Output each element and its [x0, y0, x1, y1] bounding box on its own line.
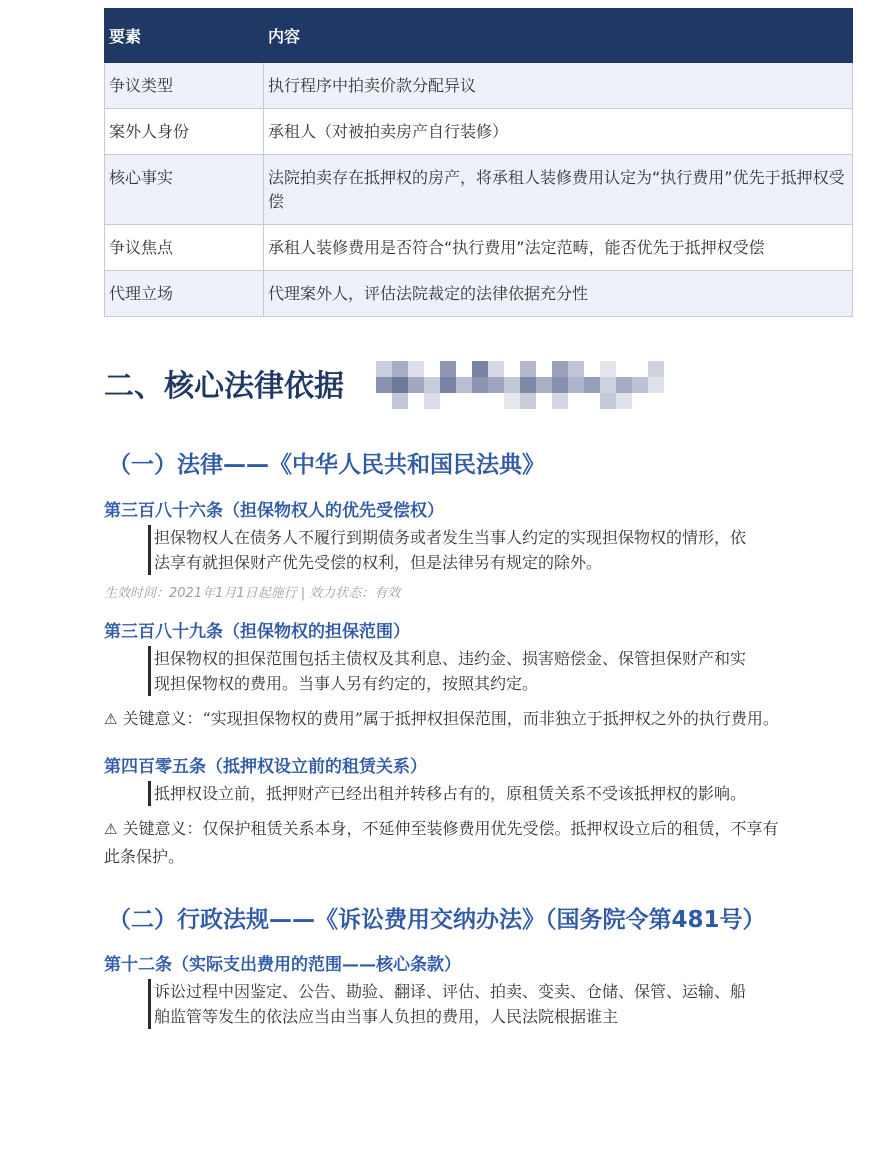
table-cell-value: 代理案外人，评估法院裁定的法律依据充分性 — [264, 271, 853, 317]
table-cell-value: 法院拍卖存在抵押权的房产，将承租人装修费用认定为“执行费用”优先于抵押权受偿 — [264, 155, 853, 225]
table-row — [105, 271, 853, 317]
table-cell-key: 争议焦点 — [105, 225, 264, 271]
key-significance-note — [104, 705, 784, 733]
table-row — [105, 225, 853, 271]
table-cell-value: 执行程序中拍卖价款分配异议 — [264, 63, 853, 109]
article-389 — [104, 620, 852, 733]
case-summary-table — [104, 8, 853, 317]
table-cell-key: 核心事实 — [105, 155, 264, 225]
section-title: 二、核心法律依据 — [104, 369, 344, 404]
article-quote: 担保物权的担保范围包括主债权及其利息、违约金、损害赔偿金、保管担保财产和实现担保物权的费用。当事人另有约定的，按照其约定。 — [148, 646, 754, 696]
table-cell-key: 争议类型 — [105, 63, 264, 109]
table-cell-value: 承租人装修费用是否符合“执行费用”法定范畴，能否优先于抵押权受偿 — [264, 225, 853, 271]
article-title: 第四百零五条（抵押权设立前的租赁关系） — [104, 757, 427, 777]
article-title: 第三百八十九条（担保物权的担保范围） — [104, 622, 410, 642]
article-405 — [104, 755, 852, 871]
key-significance-note — [104, 815, 784, 871]
table-header-row — [105, 9, 853, 63]
article-title: 第三百八十六条（担保物权人的优先受偿权） — [104, 501, 444, 521]
section-heading-row — [104, 359, 852, 415]
article-quote: 担保物权人在债务人不履行到期债务或者发生当事人约定的实现担保物权的情形，依法享有就担保财产优先受偿的权利，但是法律另有规定的除外。 — [148, 525, 754, 575]
table-cell-key: 案外人身份 — [105, 109, 264, 155]
warning-icon: ⚠ — [104, 820, 118, 838]
article-quote: 抵押权设立前，抵押财产已经出租并转移占有的，原租赁关系不受该抵押权的影响。 — [148, 781, 754, 806]
table-row — [105, 63, 853, 109]
warning-icon: ⚠ — [104, 710, 118, 728]
table-cell-key: 代理立场 — [105, 271, 264, 317]
table-header-cell: 内容 — [264, 9, 853, 63]
table-row — [105, 155, 853, 225]
table-cell-value: 承租人（对被拍卖房产自行装修） — [264, 109, 853, 155]
table-row — [105, 109, 853, 155]
article-quote: 诉讼过程中因鉴定、公告、勘验、翻译、评估、拍卖、变卖、仓储、保管、运输、船舶监管等发生的依法应当由当事人负担的费用，人民法院根据谁主 — [148, 979, 754, 1029]
document-page — [104, 8, 852, 1029]
article-meta: 生效时间：2021年1月1日起施行 | 效力状态：有效 — [104, 586, 401, 601]
table-header-cell: 要素 — [105, 9, 264, 63]
subsection-title-civil-code: （一）法律——《中华人民共和国民法典》 — [108, 452, 545, 478]
note-text: 关键意义：“实现担保物权的费用”属于抵押权担保范围，而非独立于抵押权之外的执行费用。 — [122, 709, 779, 728]
redacted-pixelated-area — [376, 361, 672, 411]
note-text: 关键意义：仅保护租赁关系本身，不延伸至装修费用优先受偿。抵押权设立后的租赁，不享有此条保护。 — [104, 819, 779, 866]
subsection-title-litigation-fees: （二）行政法规——《诉讼费用交纳办法》（国务院令第481号） — [108, 907, 766, 933]
article-title: 第十二条（实际支出费用的范围——核心条款） — [104, 955, 461, 975]
article-386 — [104, 499, 852, 604]
article-12 — [104, 953, 852, 1029]
